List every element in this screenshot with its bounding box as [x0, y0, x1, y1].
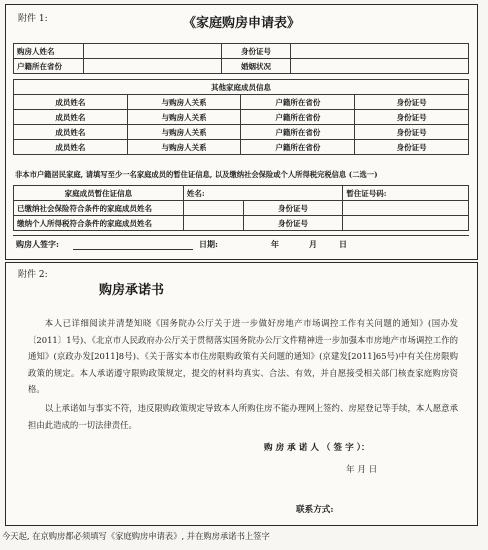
- social-insurance-label: 已缴纳社会保险符合条件的家庭成员姓名: [14, 201, 184, 216]
- member-hukou-cell: 户籍所在省份: [241, 140, 355, 155]
- members-table: [13, 79, 469, 155]
- relation-cell: 与购房人关系: [127, 110, 241, 125]
- member-id-cell: 身份证号: [355, 140, 469, 155]
- other-members-header: 其他家庭成员信息: [14, 80, 469, 95]
- member-id-cell: 身份证号: [355, 110, 469, 125]
- table-row: [14, 95, 469, 110]
- tax-id-label: 身份证号: [243, 216, 343, 231]
- table-row: [14, 186, 469, 201]
- member-name-header: 成员姓名: [14, 95, 128, 110]
- marital-field[interactable]: [291, 59, 469, 74]
- buyer-name-field[interactable]: [83, 44, 221, 59]
- signature-row: [13, 235, 469, 252]
- contact-label: 联系方式:: [296, 505, 334, 515]
- social-insurance-field[interactable]: [183, 201, 243, 216]
- hukou-label: 户籍所在省份: [14, 59, 84, 74]
- member-name-cell: 成员姓名: [14, 110, 128, 125]
- signature-line[interactable]: [73, 249, 193, 250]
- permit-name-label: 姓名:: [183, 186, 342, 201]
- member-id-cell: 身份证号: [355, 125, 469, 140]
- attachment-1-label: 附件 1:: [18, 14, 48, 24]
- signature-label: 购房人签字:: [16, 239, 59, 249]
- table-row: [14, 140, 469, 155]
- relation-cell: 与购房人关系: [127, 140, 241, 155]
- application-form: [5, 4, 478, 260]
- buyer-id-label: 身份证号: [221, 44, 291, 59]
- month-label: 月: [309, 239, 317, 249]
- member-hukou-cell: 户籍所在省份: [241, 110, 355, 125]
- permit-table: [13, 185, 469, 231]
- pledge-date: 年 月 日: [346, 465, 378, 475]
- attachment-2-label: 附件 2:: [18, 270, 48, 280]
- relation-cell: 与购房人关系: [127, 125, 241, 140]
- permit-header: 家庭成员暂住证信息: [14, 186, 184, 201]
- income-tax-field[interactable]: [183, 216, 243, 231]
- day-label: 日: [339, 239, 347, 249]
- relation-header: 与购房人关系: [127, 95, 241, 110]
- pledge-paragraph-1: 本人已详细阅读并清楚知晓《国务院办公厅关于进一步做好房地产市场调控工作有关问题的通知》(国办发〔2011〕1号)、《北京市人民政府办公厅关于贯彻落实国务院办公厅文件精神进一步加强本市房地产市场调控工作的通知》(京政办发[2011]8号)、《关于落实本市住房限购政策有关问题的通知》(京建发[2011]65号)中有关住房限购政策的规定。本人承诺遵守限购政策规定，提交的材料均真实、合法、有效，并自愿接受相关部门核查家庭购房资格。: [28, 318, 458, 394]
- non-local-note: 非本市户籍居民家庭, 请填写至少一名家庭成员的暂住证信息, 以及缴纳社会保险或个人所得税完税信息 (二选一): [15, 170, 378, 179]
- member-name-cell: 成员姓名: [14, 140, 128, 155]
- table-row: [14, 44, 469, 59]
- table-row: [14, 110, 469, 125]
- table-row: [14, 125, 469, 140]
- member-name-cell: 成员姓名: [14, 125, 128, 140]
- member-hukou-header: 户籍所在省份: [241, 95, 355, 110]
- table-row: [14, 59, 469, 74]
- permit-number-label: 暂住证号码:: [343, 186, 469, 201]
- pledge-title: 购房承诺书: [98, 283, 164, 298]
- buyer-id-field[interactable]: [291, 44, 469, 59]
- pledger-signature-label: 购 房 承 诺 人 （ 签 字 ）：: [264, 443, 370, 453]
- applicant-table: [13, 43, 469, 74]
- photo-caption: 今天起, 在京购房都必须填写《家庭购房申请表》, 并在购房承诺书上签字: [2, 531, 270, 541]
- date-label: 日期:: [199, 239, 218, 249]
- insurance-id-field[interactable]: [343, 201, 469, 216]
- insurance-id-label: 身份证号: [243, 201, 343, 216]
- tax-id-field[interactable]: [343, 216, 469, 231]
- income-tax-label: 缴纳个人所得税符合条件的家庭成员姓名: [14, 216, 184, 231]
- buyer-name-label: 购房人姓名: [14, 44, 84, 59]
- pledge-paragraph-2: 以上承诺如与事实不符，违反限购政策规定导致本人所购住房不能办理网上签约、房屋登记等手续，本人愿意承担由此造成的一切法律责任。: [28, 403, 458, 430]
- marital-label: 婚姻状况: [221, 59, 291, 74]
- pledge-letter: [5, 262, 478, 526]
- member-hukou-cell: 户籍所在省份: [241, 125, 355, 140]
- member-id-header: 身份证号: [355, 95, 469, 110]
- table-row: [14, 80, 469, 95]
- table-row: [14, 216, 469, 231]
- year-label: 年: [271, 239, 279, 249]
- form-title: 《家庭购房申请表》: [182, 16, 300, 31]
- table-row: [14, 201, 469, 216]
- hukou-field[interactable]: [83, 59, 221, 74]
